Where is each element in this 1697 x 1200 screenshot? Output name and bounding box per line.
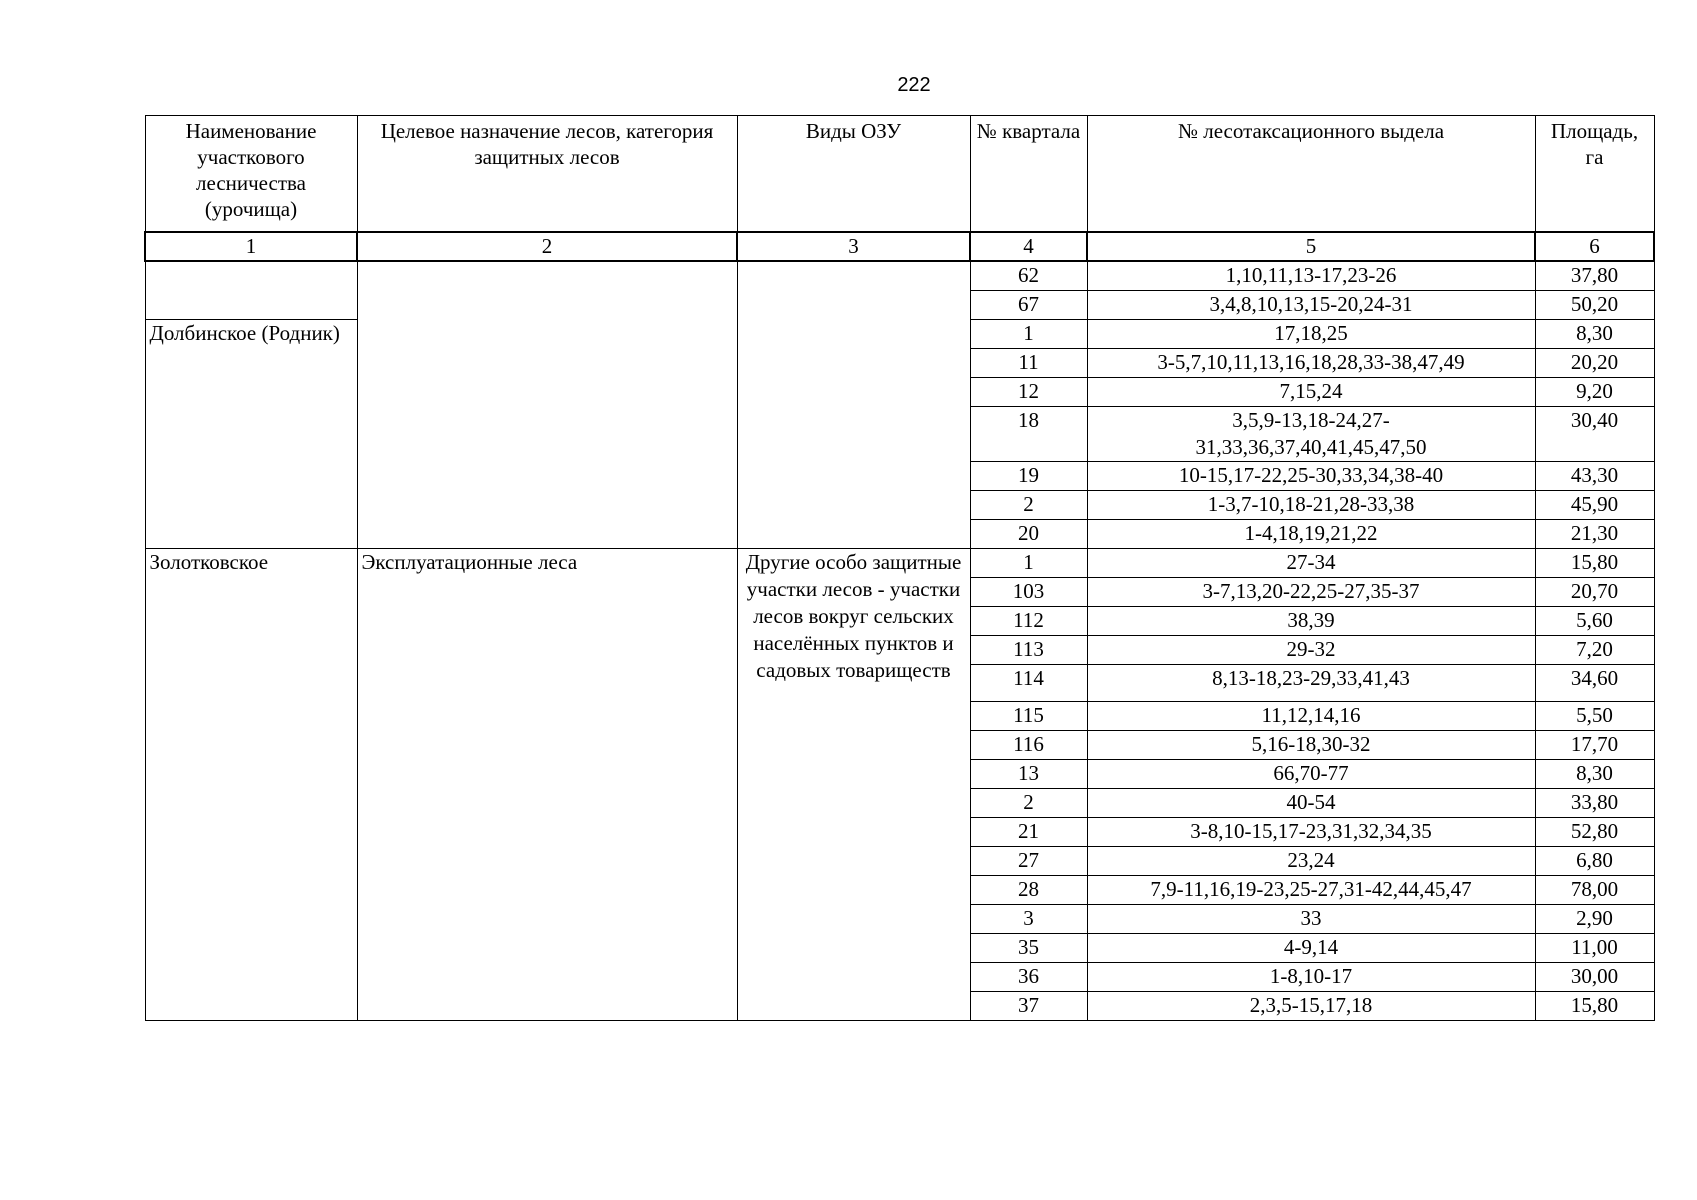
table-row <box>145 549 1654 578</box>
column-number: 5 <box>1087 232 1535 261</box>
kvartal-cell: 116 <box>970 731 1087 760</box>
kvartal-cell: 27 <box>970 847 1087 876</box>
purpose-cell <box>357 261 737 549</box>
area-cell: 6,80 <box>1535 847 1654 876</box>
kvartal-cell: 112 <box>970 607 1087 636</box>
table-body <box>145 261 1654 1021</box>
area-cell: 15,80 <box>1535 549 1654 578</box>
kvartal-cell: 28 <box>970 876 1087 905</box>
page-number: 222 <box>897 74 931 96</box>
area-cell: 8,30 <box>1535 320 1654 349</box>
area-cell: 78,00 <box>1535 876 1654 905</box>
area-cell: 20,70 <box>1535 578 1654 607</box>
area-cell: 30,40 <box>1535 407 1654 462</box>
kvartal-cell: 11 <box>970 349 1087 378</box>
kvartal-cell: 19 <box>970 462 1087 491</box>
purpose-cell: Эксплуатационные леса <box>357 549 737 1021</box>
kvartal-cell: 18 <box>970 407 1087 462</box>
kvartal-cell: 13 <box>970 760 1087 789</box>
header-purpose: Целевое назначение лесов, категория защитных лесов <box>357 116 737 233</box>
vydel-cell: 4-9,14 <box>1087 934 1535 963</box>
vydel-cell: 66,70-77 <box>1087 760 1535 789</box>
ozu-cell <box>737 261 970 549</box>
kvartal-cell: 1 <box>970 320 1087 349</box>
kvartal-cell: 113 <box>970 636 1087 665</box>
kvartal-cell: 36 <box>970 963 1087 992</box>
kvartal-cell: 35 <box>970 934 1087 963</box>
kvartal-cell: 114 <box>970 665 1087 702</box>
header-row <box>145 116 1654 233</box>
area-cell: 15,80 <box>1535 992 1654 1021</box>
forestry-cell: Золотковское <box>145 549 357 1021</box>
column-number: 6 <box>1535 232 1654 261</box>
area-cell: 45,90 <box>1535 491 1654 520</box>
area-cell: 34,60 <box>1535 665 1654 702</box>
vydel-cell: 3-5,7,10,11,13,16,18,28,33-38,47,49 <box>1087 349 1535 378</box>
vydel-cell: 17,18,25 <box>1087 320 1535 349</box>
vydel-cell: 1-8,10-17 <box>1087 963 1535 992</box>
forestry-cell: Долбинское (Родник) <box>145 320 357 549</box>
area-cell: 5,60 <box>1535 607 1654 636</box>
vydel-cell: 10-15,17-22,25-30,33,34,38-40 <box>1087 462 1535 491</box>
vydel-cell: 3-7,13,20-22,25-27,35-37 <box>1087 578 1535 607</box>
forest-table <box>144 115 1655 1021</box>
kvartal-cell: 103 <box>970 578 1087 607</box>
vydel-cell: 2,3,5-15,17,18 <box>1087 992 1535 1021</box>
area-cell: 33,80 <box>1535 789 1654 818</box>
area-cell: 37,80 <box>1535 261 1654 291</box>
vydel-cell: 1,10,11,13-17,23-26 <box>1087 261 1535 291</box>
kvartal-cell: 37 <box>970 992 1087 1021</box>
forestry-cell <box>145 261 357 320</box>
area-cell: 50,20 <box>1535 291 1654 320</box>
kvartal-cell: 3 <box>970 905 1087 934</box>
vydel-cell: 3,5,9-13,18-24,27-31,33,36,37,40,41,45,47,50 <box>1087 407 1535 462</box>
vydel-cell: 5,16-18,30-32 <box>1087 731 1535 760</box>
area-cell: 8,30 <box>1535 760 1654 789</box>
vydel-cell: 38,39 <box>1087 607 1535 636</box>
kvartal-cell: 20 <box>970 520 1087 549</box>
vydel-cell: 40-54 <box>1087 789 1535 818</box>
vydel-cell: 3-8,10-15,17-23,31,32,34,35 <box>1087 818 1535 847</box>
vydel-cell: 33 <box>1087 905 1535 934</box>
vydel-cell: 27-34 <box>1087 549 1535 578</box>
column-number-row <box>145 232 1654 261</box>
column-number: 2 <box>357 232 737 261</box>
table-row <box>145 261 1654 291</box>
column-number: 3 <box>737 232 970 261</box>
vydel-cell: 7,15,24 <box>1087 378 1535 407</box>
area-cell: 11,00 <box>1535 934 1654 963</box>
area-cell: 2,90 <box>1535 905 1654 934</box>
area-cell: 30,00 <box>1535 963 1654 992</box>
table-header <box>145 116 1654 262</box>
kvartal-cell: 1 <box>970 549 1087 578</box>
area-cell: 52,80 <box>1535 818 1654 847</box>
ozu-cell: Другие особо защитные участки лесов - участки лесов вокруг сельских населённых пунктов и садовых товариществ <box>737 549 970 1021</box>
area-cell: 21,30 <box>1535 520 1654 549</box>
header-ozu: Виды ОЗУ <box>737 116 970 233</box>
kvartal-cell: 2 <box>970 789 1087 818</box>
header-vydel: № лесотаксационного выдела <box>1087 116 1535 233</box>
vydel-cell: 29-32 <box>1087 636 1535 665</box>
vydel-cell: 23,24 <box>1087 847 1535 876</box>
area-cell: 17,70 <box>1535 731 1654 760</box>
kvartal-cell: 12 <box>970 378 1087 407</box>
vydel-cell: 8,13-18,23-29,33,41,43 <box>1087 665 1535 702</box>
vydel-cell: 11,12,14,16 <box>1087 702 1535 731</box>
vydel-cell: 1-3,7-10,18-21,28-33,38 <box>1087 491 1535 520</box>
vydel-cell: 1-4,18,19,21,22 <box>1087 520 1535 549</box>
kvartal-cell: 67 <box>970 291 1087 320</box>
vydel-cell: 7,9-11,16,19-23,25-27,31-42,44,45,47 <box>1087 876 1535 905</box>
kvartal-cell: 115 <box>970 702 1087 731</box>
vydel-cell: 3,4,8,10,13,15-20,24-31 <box>1087 291 1535 320</box>
header-kvartal: № квартала <box>970 116 1087 233</box>
area-cell: 5,50 <box>1535 702 1654 731</box>
area-cell: 43,30 <box>1535 462 1654 491</box>
header-forestry: Наименование участкового лесничества (урочища) <box>145 116 357 233</box>
column-number: 4 <box>970 232 1087 261</box>
header-area: Площадь, га <box>1535 116 1654 233</box>
kvartal-cell: 21 <box>970 818 1087 847</box>
kvartal-cell: 2 <box>970 491 1087 520</box>
area-cell: 20,20 <box>1535 349 1654 378</box>
area-cell: 7,20 <box>1535 636 1654 665</box>
area-cell: 9,20 <box>1535 378 1654 407</box>
column-number: 1 <box>145 232 357 261</box>
kvartal-cell: 62 <box>970 261 1087 291</box>
